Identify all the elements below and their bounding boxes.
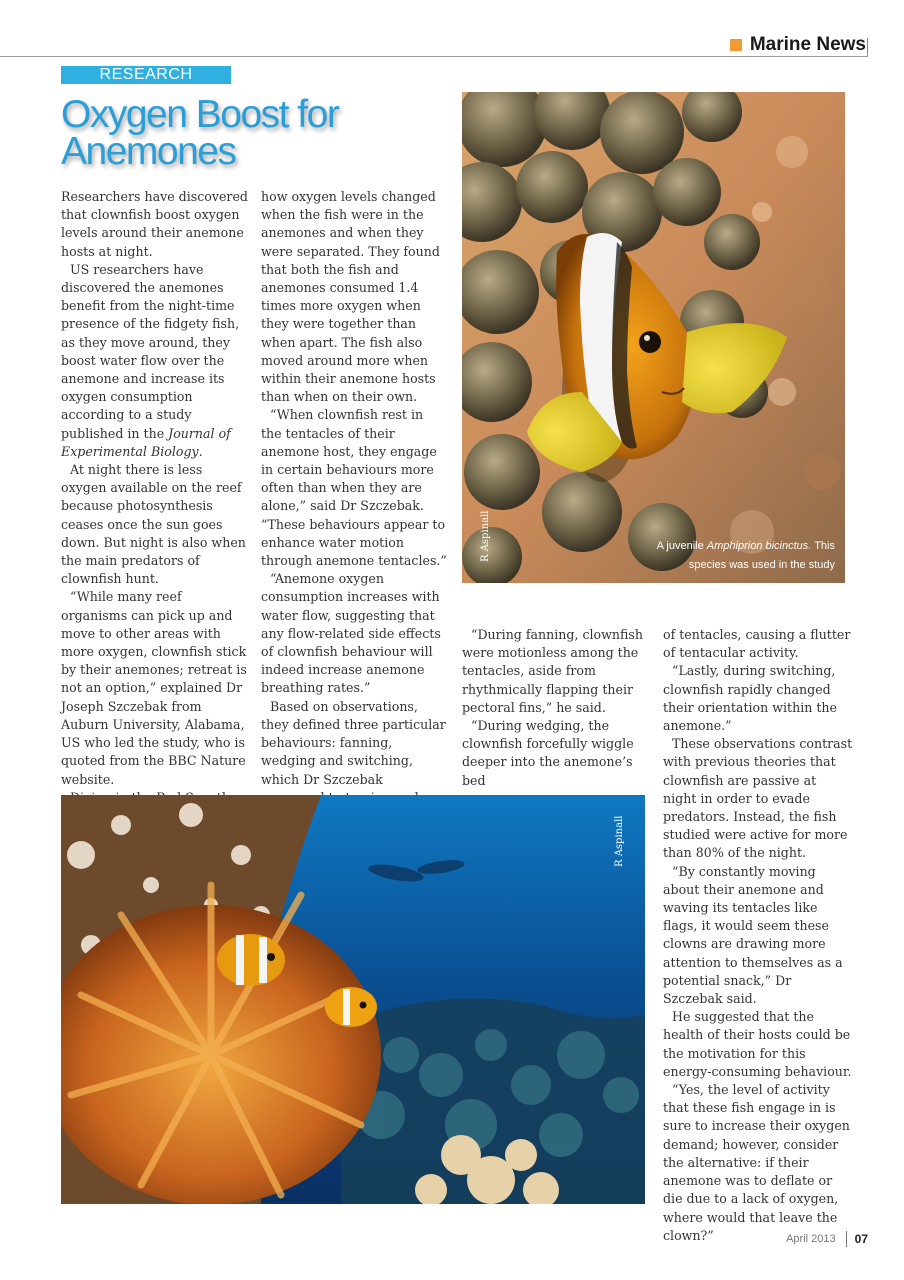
section-label <box>730 34 866 56</box>
paragraph: “During wedging, the clownfish forcefully wiggle deeper into the anemone’s bed <box>462 718 634 788</box>
section-title: Marine News <box>749 34 866 55</box>
paragraph: He suggested that the health of their hosts could be the motivation for this energy-consuming behaviour. <box>663 1009 852 1079</box>
page-footer <box>786 1231 868 1247</box>
text-column-1 <box>61 188 251 825</box>
clownfish-photo <box>462 92 845 583</box>
paragraph: Based on observations, they defined three particular behaviours: fanning, wedging and switching, which Dr Szczebak <box>261 698 446 787</box>
text-column-3 <box>462 626 650 790</box>
issue-date: April 2013 <box>786 1233 836 1245</box>
footer-divider <box>846 1231 847 1247</box>
text-column-4 <box>663 626 853 1245</box>
paragraph: These observations contrast with previous theories that clownfish are passive at night in order to evade predators. Instead, the fish studied were active for more than 80% of the night. <box>663 736 853 861</box>
paragraph: how oxygen levels changed when the fish were in the anemones and when they were separated. They found that both the fish and anemones consumed 1.4 times more oxygen when they were together than when apart. The fish also moved around more when within their anemone hosts than when on their own. <box>261 189 440 405</box>
page-number: 07 <box>854 1232 868 1246</box>
section-divider <box>867 38 868 56</box>
photo-credit: R Aspinall <box>480 510 491 562</box>
paragraph: US researchers have discovered the anemones benefit from the night-time presence of the fidgety fish, as they move around, they boost water flow over the anemone and increase its oxygen consumption according to a study published in the Journal of Experimental Biology. <box>61 261 240 459</box>
paragraph: “During fanning, clownfish were motionless among the tentacles, aside from rhythmically flapping their pectoral fins,” he said. <box>462 627 643 715</box>
section-square-icon <box>730 39 742 51</box>
header-rule <box>0 56 868 57</box>
paragraph: “By constantly moving about their anemone and waving its tentacles like flags, it would seem these clowns are drawing more attention to themselves as a potential snack,” Dr Szczebak said. <box>663 863 843 1007</box>
reef-illustration <box>61 795 645 1204</box>
clownfish-illustration <box>462 92 845 583</box>
photo-credit: R Aspinall <box>614 815 625 867</box>
paragraph: At night there is less oxygen available on the reef because photosynthesis ceases once the sun goes down. But night is also when the main predators of clownfish hunt. <box>61 462 246 587</box>
paragraph: of tentacles, causing a flutter of tentacular activity. <box>663 627 851 661</box>
paragraph: “Lastly, during switching, clownfish rapidly changed their orientation within the anemone.” <box>663 663 837 734</box>
paragraph: Researchers have discovered that clownfish boost oxygen levels around their anemone hosts at night. <box>61 189 248 259</box>
text-column-2 <box>261 188 447 825</box>
paragraph: “Yes, the level of activity that these fish engage in is sure to increase their oxygen demand; however, consider the alternative: if their anemone was to deflate or die due to a lack of oxygen, where would that leave the clown?” <box>663 1082 850 1243</box>
reef-photo <box>61 795 645 1204</box>
article-title: Oxygen Boost for Anemones <box>61 93 339 173</box>
paragraph: “Anemone oxygen consumption increases with water flow, suggesting that any flow-related side effects of clownfish behaviour will indeed increase anemone breathing rates.” <box>261 571 441 696</box>
category-tag: RESEARCH <box>61 66 231 84</box>
paragraph: “When clownfish rest in the tentacles of their anemone host, they engage in certain behaviours more often than when they are alone,” said Dr Szczebak. “These behaviours appear to enhance water motion through anemone tentacles.” <box>261 407 447 569</box>
photo-caption: A juvenile Amphiprion bicinctus. This species was used in the study <box>656 540 835 571</box>
paragraph: “While many reef organisms can pick up and move to other areas with more oxygen, clownfish stick by their anemones; retreat is not an option,” explained Dr Joseph Szczebak from Auburn University, Alabama, US who led the study, who is quoted from the BBC Nature website. <box>61 589 247 787</box>
